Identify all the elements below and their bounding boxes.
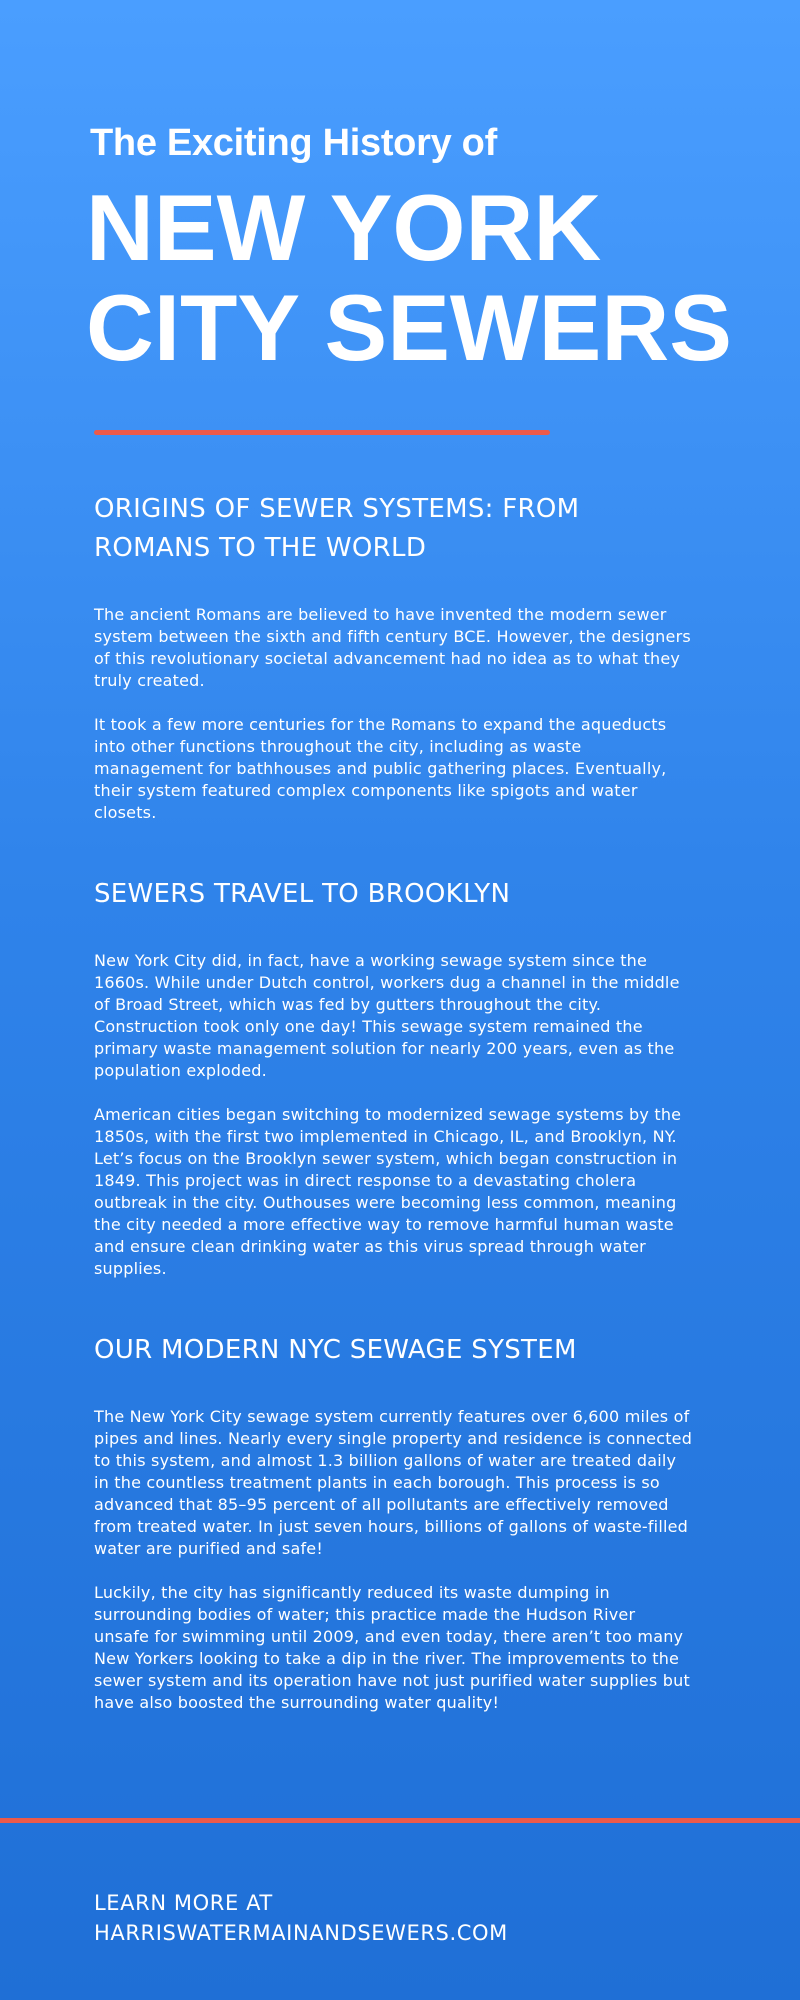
page-title: [86, 175, 732, 380]
section-brooklyn: [94, 875, 694, 1302]
title-kicker: The Exciting History of: [90, 122, 497, 164]
footer-line-learn-more: LEARN MORE AT: [94, 1891, 273, 1915]
section-paragraph: American cities began switching to modernized sewage systems by the 1850s, with the first two implemented in Chicago, IL, and Brooklyn, NY. Let’s focus on the Brooklyn sewer system, which began construction in 1849. This project was in direct response to a devastating cholera outbreak in the city. Outhouses were becoming less common, meaning the city needed a more effective way to remove harmful human waste and ensure clean drinking water as this virus spread through water supplies.: [94, 1105, 682, 1278]
section-paragraph: It took a few more centuries for the Romans to expand the aqueducts into other functions throughout the city, including as waste management for bathhouses and public gathering places. Eventually, their system featured complex components like spigots and water closets.: [94, 715, 667, 822]
section-heading: OUR MODERN NYC SEWAGE SYSTEM: [94, 1335, 577, 1365]
title-line-1: NEW YORK: [86, 175, 602, 280]
footer-divider: [0, 1818, 800, 1823]
section-paragraph: New York City did, in fact, have a working sewage system since the 1660s. While under Dutch control, workers dug a channel in the middle of Broad Street, which was fed by gutters throughout the city. Construction took only one day! This sewage system remained the primary waste management solution for nearly 200 years, even as the population exploded.: [94, 951, 680, 1080]
title-line-2: CITY SEWERS: [86, 275, 732, 380]
footer-website-link[interactable]: HARRISWATERMAINANDSEWERS.COM: [94, 1921, 508, 1945]
section-heading: ORIGINS OF SEWER SYSTEMS: FROM ROMANS TO THE WORLD: [94, 494, 580, 563]
section-paragraph: The New York City sewage system currently features over 6,600 miles of pipes and lines. Nearly every single property and residence is connected to this system, and almost 1.3 billion gallons of water are treated daily in the countless treatment plants in each borough. This process is so advanced that 85–95 percent of all pollutants are effectively removed from treated water. In just seven hours, billions of gallons of waste-filled water are purified and safe!: [94, 1407, 693, 1558]
title-underline-divider: [94, 430, 550, 435]
section-paragraph: Luckily, the city has significantly reduced its waste dumping in surrounding bodies of water; this practice made the Hudson River unsafe for swimming until 2009, and even today, there aren’t too many New Yorkers looking to take a dip in the river. The improvements to the sewer system and its operation have not just purified water supplies but have also boosted the surrounding water quality!: [94, 1583, 690, 1712]
section-modern-system: [94, 1331, 694, 1736]
section-origins: [94, 490, 694, 846]
footer-cta: [94, 1888, 508, 1948]
section-heading: SEWERS TRAVEL TO BROOKLYN: [94, 879, 511, 909]
section-paragraph: The ancient Romans are believed to have invented the modern sewer system between the sixth and fifth century BCE. However, the designers of this revolutionary societal advancement had no idea as to what they truly created.: [94, 605, 691, 690]
